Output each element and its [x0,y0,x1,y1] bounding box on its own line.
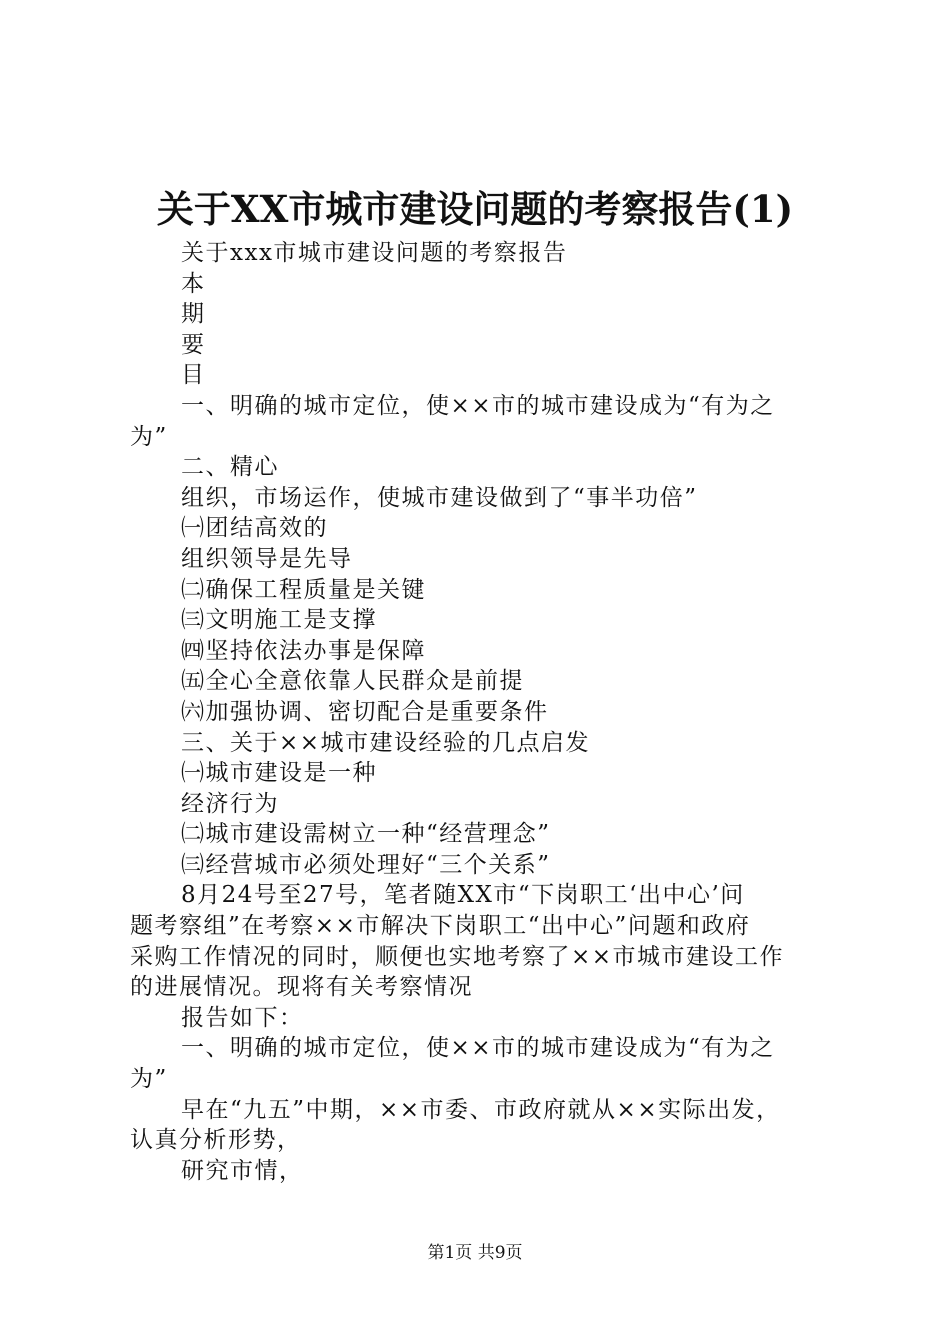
paragraph-line: 8月24号至27号，笔者随XX市“下岗职工‘出中心’问 [181,882,745,909]
paragraph-line: ㈢文明施工是支撑 [181,607,377,634]
paragraph-line: 早在“九五”中期，××市委、市政府就从××实际出发， [181,1096,781,1123]
paragraph-line: 为” [130,423,168,450]
paragraph-line: ㈣坚持依法办事是保障 [181,637,426,664]
paragraph-line: 研究市情， [181,1157,304,1184]
paragraph-line: ㈤全心全意依靠人民群众是前提 [181,668,524,695]
paragraph-line: ㈡确保工程质量是关键 [181,576,426,603]
paragraph-line: 经济行为 [181,790,279,817]
paragraph-line: 的进展情况。现将有关考察情况 [130,974,473,1001]
page-footer: 第1页 共9页 [427,1243,523,1263]
paragraph-line: 组织，市场运作，使城市建设做到了“事半功倍” [181,484,698,511]
paragraph-line: 报告如下： [181,1004,304,1031]
paragraph-line: 要 [181,331,206,358]
paragraph-line: 一、明确的城市定位，使××市的城市建设成为“有为之 [181,1035,775,1062]
paragraph-line: ㈠城市建设是一种 [181,760,377,787]
paragraph-line: 认真分析形势， [130,1127,302,1154]
paragraph-line: 目 [181,362,206,389]
paragraph-line: 关于xxx市城市建设问题的考察报告 [181,240,568,266]
paragraph-line: ㈡城市建设需树立一种“经营理念” [181,821,551,848]
paragraph-line: 采购工作情况的同时，顺便也实地考察了××市城市建设工作 [130,943,785,970]
paragraph-line: ㈠团结高效的 [181,515,328,542]
document-body [130,238,835,1186]
paragraph-line: 二、精心 [181,454,279,481]
paragraph-line: 本 [181,270,206,297]
paragraph-line: 期 [181,301,206,328]
paragraph-line: ㈥加强协调、密切配合是重要条件 [181,698,549,725]
paragraph-line: 组织领导是先导 [181,545,353,572]
paragraph-line: 三、关于××城市建设经验的几点启发 [181,729,591,756]
paragraph-line: 一、明确的城市定位，使××市的城市建设成为“有为之 [181,392,775,419]
paragraph-line: 为” [130,1066,168,1093]
paragraph-line: 题考察组”在考察××市解决下岗职工“出中心”问题和政府 [130,913,751,940]
paragraph-line: ㈢经营城市必须处理好“三个关系” [181,851,551,878]
document-title: 关于XX市城市建设问题的考察报告(1) [156,187,794,231]
